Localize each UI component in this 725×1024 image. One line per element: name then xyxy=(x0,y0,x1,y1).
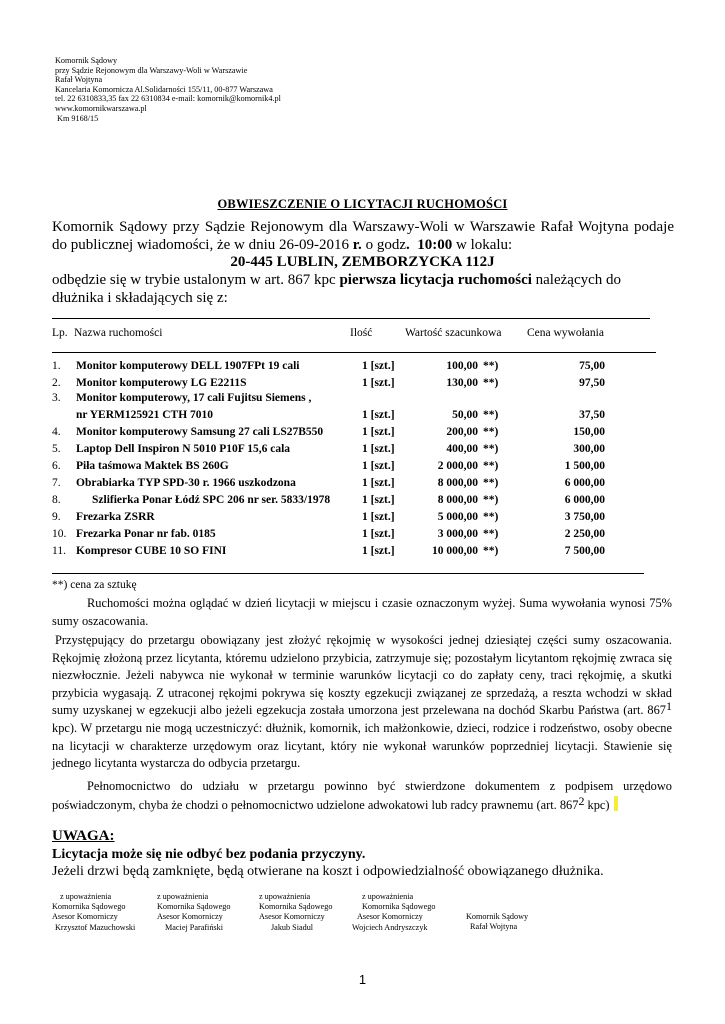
row-name: Monitor komputerowy DELL 1907FPt 19 cali xyxy=(76,360,300,372)
page-title: OBWIESZCZENIE O LICYTACJI RUCHOMOŚCI xyxy=(217,197,508,211)
sig-line: z upoważnienia xyxy=(157,892,209,901)
sig-line: Komornika Sądowego xyxy=(259,902,333,912)
sig-line: Asesor Komorniczy xyxy=(259,912,325,922)
sig-line: Komornika Sądowego xyxy=(52,902,126,912)
paragraph-deposit xyxy=(52,632,672,773)
intro-r: r. xyxy=(352,237,362,253)
row-value: 8 000,00 xyxy=(437,477,478,489)
row-value: 8 000,00 xyxy=(437,494,478,506)
row-value: 50,00 xyxy=(452,409,478,421)
row-price: 3 750,00 xyxy=(564,511,605,523)
p3-text-a: Pełnomocnictwo do udziału w przetargu powinno być stwierdzone dokumentem z podpisem urzędowo poświadczonym, chyba że chodzi o pełnomocnictwo udzielone adwokatowi lub radcy prawnemu (art. 867 xyxy=(52,779,672,812)
row-qty: 1 [szt.] xyxy=(362,528,395,540)
col-header-value: Wartość szacunkowa xyxy=(405,327,502,339)
sig-line: Komornika Sądowego xyxy=(157,902,231,912)
row-price: 75,00 xyxy=(579,360,605,372)
row-price: 7 500,00 xyxy=(564,545,605,557)
auction-address: 20-445 LUBLIN, ZEMBORZYCKA 112J xyxy=(230,254,495,270)
row-mark: **) xyxy=(483,360,499,372)
table-row xyxy=(0,409,725,425)
uwaga-heading: UWAGA: xyxy=(52,828,115,844)
intro2-text-a: odbędzie się w trybie ustalonym w art. 867 kpc xyxy=(52,272,340,288)
row-price: 1 500,00 xyxy=(564,460,605,472)
sig-line: z upoważnienia xyxy=(60,892,112,901)
row-mark: **) xyxy=(483,494,499,506)
divider xyxy=(52,352,656,353)
table-row xyxy=(0,392,725,408)
p3-text-b: kpc) xyxy=(584,797,610,812)
paragraph-viewing: Ruchomości można oglądać w dzień licytacji w miejscu i czasie oznaczonym wyżej. Suma wywołania wynosi 75% sumy oszacowania. xyxy=(52,596,672,628)
signature-block xyxy=(259,892,332,933)
row-lp: 1. xyxy=(52,360,61,372)
row-lp: 4. xyxy=(52,426,61,438)
row-qty: 1 [szt.] xyxy=(362,511,395,523)
col-header-qty: Ilość xyxy=(350,327,373,339)
row-mark: **) xyxy=(483,409,499,421)
col-header-name: Nazwa ruchomości xyxy=(74,327,163,339)
sig-name: Maciej Parafiński xyxy=(165,922,223,932)
sig-line: Komornik Sądowy xyxy=(466,912,529,921)
col-header-price: Cena wywołania xyxy=(527,327,604,339)
row-lp: 6. xyxy=(52,460,61,472)
page-number: 1 xyxy=(358,972,367,987)
table-row xyxy=(0,528,725,544)
row-qty: 1 [szt.] xyxy=(362,426,395,438)
sig-line: Asesor Komorniczy xyxy=(52,912,118,922)
sig-line: Komornika Sądowego xyxy=(362,902,436,912)
row-mark: **) xyxy=(483,460,499,472)
row-name-cont: nr YERM125921 CTH 7010 xyxy=(76,409,214,421)
table-row xyxy=(0,545,725,561)
row-qty: 1 [szt.] xyxy=(362,460,395,472)
table-row xyxy=(0,360,725,376)
table-row xyxy=(0,426,725,442)
sig-line: Asesor Komorniczy xyxy=(357,912,423,922)
table-row xyxy=(0,443,725,459)
p2-text-b: kpc). W przetargu nie mogą uczestniczyć: dłużnik, komornik, ich małżonkowie, dzieci, rodzice i rodzeństwo, osoby obecne na licytacji w charakterze urzędowym oraz licytant, który nie wykonał warunków poprzedniej licytacji. Stawienie się jednego licytanta wystarcza do odbycia przetargu. xyxy=(52,720,672,771)
intro-text: Komornik Sądowy przy Sądzie Rejonowym dla Warszawy-Woli w Warszawie Rafał Wojtyna podaje do publicznej wiadomości, że w dniu 26-09-2016 xyxy=(52,219,674,253)
uwaga-line-1: Licytacja może się nie odbyć bez podania przyczyny. xyxy=(52,847,366,862)
intro-dot: . xyxy=(405,237,410,253)
signature-block xyxy=(157,892,230,933)
row-name: Monitor komputerowy LG E2211S xyxy=(76,377,247,389)
col-header-lp: Lp. xyxy=(52,327,68,339)
row-qty: 1 [szt.] xyxy=(362,545,395,557)
letterhead xyxy=(55,56,281,123)
row-value: 200,00 xyxy=(446,426,478,438)
row-lp: 5. xyxy=(52,443,61,455)
p2-sup: 1 xyxy=(666,699,672,714)
intro-time: 10:00 xyxy=(417,237,453,253)
row-value: 3 000,00 xyxy=(437,528,478,540)
row-price: 37,50 xyxy=(579,409,605,421)
intro-paragraph-2 xyxy=(52,271,674,307)
letterhead-line: tel. 22 6310833,35 fax 22 6310834 e-mail: komornik@komornik4.pl xyxy=(55,94,281,104)
row-lp: 10. xyxy=(52,528,67,540)
signature-block xyxy=(352,892,435,933)
divider xyxy=(52,573,644,574)
intro-o-godz: o godz xyxy=(361,237,406,253)
paragraph-proxy xyxy=(52,778,672,814)
sig-name: Krzysztof Mazuchowski xyxy=(55,922,136,932)
divider xyxy=(52,318,650,319)
row-lp: 9. xyxy=(52,511,61,523)
table-row xyxy=(0,511,725,527)
row-mark: **) xyxy=(483,528,499,540)
row-qty: 1 [szt.] xyxy=(362,443,395,455)
row-price: 97,50 xyxy=(579,377,605,389)
sig-line: z upoważnienia xyxy=(362,892,414,901)
row-mark: **) xyxy=(483,426,499,438)
row-name: Szlifierka Ponar Łódź SPC 206 nr ser. 5833/1978 xyxy=(92,494,331,506)
case-number: Km 9168/15 xyxy=(55,113,99,123)
row-qty: 1 [szt.] xyxy=(362,494,395,506)
row-value: 100,00 xyxy=(446,360,478,372)
row-lp: 3. xyxy=(52,392,61,404)
p2-text-a: Przystępujący do przetargu obowiązany jest złożyć rękojmię w wysokości jednej dziesiątej części sumy oszacowania. Rękojmię złożoną przez licytanta, któremu udzielono przybicia, zatrzymuje się; pozostałym licytantom rękojmię zwraca się niezwłocznie. Jeżeli nabywca nie wykonał w terminie warunków licytacji co do zapłaty ceny, traci rękojmię, a skutki przybicia wygasają. Z utraconej rękojmi pokrywa się koszty egzekucji związanej ze sprzedażą, a reszta wchodzi w skład sumy uzyskanej w egzekucji albo jeżeli egzekucja została umorzona jest przelewana na dochód Skarbu Państwa (art. 867 xyxy=(52,633,672,718)
row-qty: 1 [szt.] xyxy=(362,409,395,421)
table-row xyxy=(0,494,725,510)
row-value: 400,00 xyxy=(446,443,478,455)
row-price: 6 000,00 xyxy=(564,494,605,506)
letterhead-line: Kancelaria Komornicza Al.Solidarności 155/11, 00-877 Warszawa xyxy=(55,84,273,94)
intro-paragraph xyxy=(52,218,674,254)
row-value: 5 000,00 xyxy=(437,511,478,523)
row-qty: 1 [szt.] xyxy=(362,477,395,489)
p3-sup: 2 xyxy=(578,793,585,808)
row-mark: **) xyxy=(483,477,499,489)
row-name: Kompresor CUBE 10 SO FINI xyxy=(76,545,227,557)
sig-line: z upoważnienia xyxy=(259,892,311,901)
row-price: 2 250,00 xyxy=(564,528,605,540)
table-row xyxy=(0,460,725,476)
row-name: Monitor komputerowy, 17 cali Fujitsu Siemens , xyxy=(76,392,312,404)
sig-line: Asesor Komorniczy xyxy=(157,912,223,922)
row-value: 130,00 xyxy=(446,377,478,389)
letterhead-line: www.komornikwarszawa.pl xyxy=(55,103,147,113)
row-name: Frezarka ZSRR xyxy=(76,511,155,523)
highlight-mark xyxy=(614,796,618,811)
signature-block xyxy=(466,912,528,932)
letterhead-line: przy Sądzie Rejonowym dla Warszawy-Woli w Warszawie xyxy=(55,65,248,75)
row-lp: 7. xyxy=(52,477,61,489)
letterhead-line: Rafał Wojtyna xyxy=(55,75,103,85)
row-qty: 1 [szt.] xyxy=(362,360,395,372)
row-price: 6 000,00 xyxy=(564,477,605,489)
row-name: Monitor komputerowy Samsung 27 cali LS27B550 xyxy=(76,426,324,438)
footnote: **) cena za sztukę xyxy=(52,579,137,591)
row-name: Laptop Dell Inspiron N 5010 P10F 15,6 cala xyxy=(76,443,291,455)
table-row xyxy=(0,377,725,393)
sig-name: Jakub Siadul xyxy=(271,922,314,932)
row-mark: **) xyxy=(483,377,499,389)
intro2-text-b: pierwsza licytacja ruchomości xyxy=(339,272,532,288)
row-name: Piła taśmowa Maktek BS 260G xyxy=(76,460,229,472)
row-mark: **) xyxy=(483,545,499,557)
row-name: Obrabiarka TYP SPD-30 r. 1966 uszkodzona xyxy=(76,477,296,489)
row-mark: **) xyxy=(483,443,499,455)
uwaga-line-2: Jeżeli drzwi będą zamknięte, będą otwierane na koszt i odpowiedzialność obowiązanego dłużnika. xyxy=(52,864,604,879)
row-price: 300,00 xyxy=(573,443,605,455)
signature-block xyxy=(52,892,135,933)
row-qty: 1 [szt.] xyxy=(362,377,395,389)
row-value: 2 000,00 xyxy=(437,460,478,472)
row-mark: **) xyxy=(483,511,499,523)
row-value: 10 000,00 xyxy=(432,545,478,557)
row-price: 150,00 xyxy=(573,426,605,438)
sig-name: Wojciech Andryszczyk xyxy=(352,922,428,932)
intro2-text-c: należących do dłużnika i składających się z: xyxy=(52,272,622,306)
row-name: Frezarka Ponar nr fab. 0185 xyxy=(76,528,216,540)
row-lp: 8. xyxy=(52,494,61,506)
intro-w-lokalu: w lokalu: xyxy=(452,237,513,253)
row-lp: 11. xyxy=(52,545,66,557)
table-row xyxy=(0,477,725,493)
row-lp: 2. xyxy=(52,377,61,389)
sig-name: Rafał Wojtyna xyxy=(470,922,518,932)
letterhead-line: Komornik Sądowy xyxy=(55,56,118,65)
